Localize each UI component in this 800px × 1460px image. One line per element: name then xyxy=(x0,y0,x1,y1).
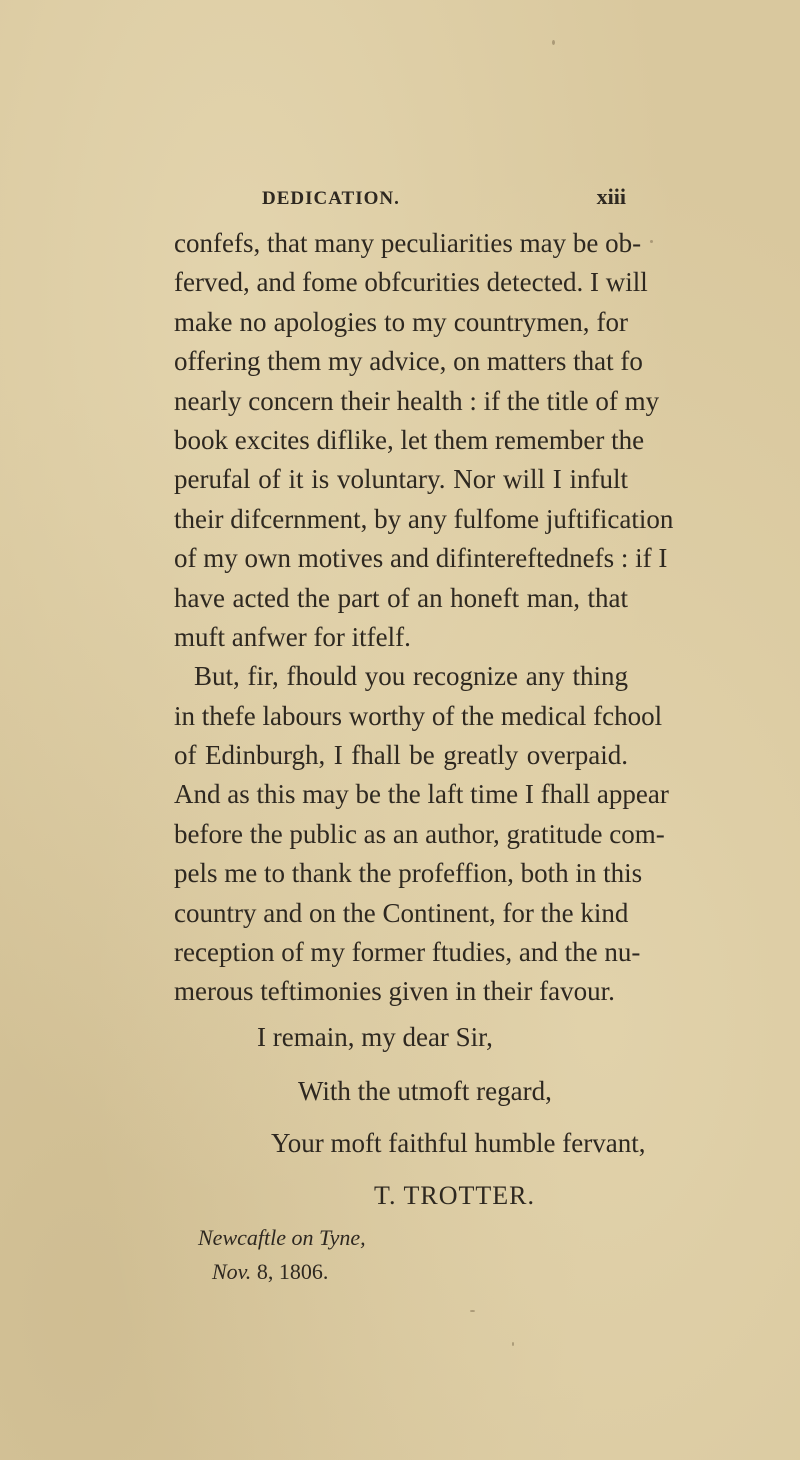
text-line: have acted the part of an honeft man, that xyxy=(174,582,628,613)
text-line: ferved, and fome obfcurities detected. I will xyxy=(174,267,648,298)
text-line: offering them my advice, on matters that fo xyxy=(174,346,643,377)
text-line: of Edinburgh, I fhall be greatly overpaid. xyxy=(174,740,628,771)
page-header xyxy=(262,184,626,218)
text-line: their difcernment, by any fulfome juftification xyxy=(174,503,674,534)
paper-speck xyxy=(512,1342,514,1346)
text-line: in thefe labours worthy of the medical fchool xyxy=(174,700,663,731)
body-text xyxy=(174,224,674,1012)
text-line: But, fir, fhould you recognize any thing xyxy=(194,661,628,692)
text-line: muft anfwer for itfelf. xyxy=(174,621,411,652)
text-line: nearly concern their health : if the title of my xyxy=(174,385,660,416)
letter-date-month: Nov. xyxy=(212,1259,252,1284)
letter-date xyxy=(212,1259,328,1285)
text-line: merous teftimonies given in their favour. xyxy=(174,976,615,1007)
text-line: make no apologies to my countrymen, for xyxy=(174,306,628,337)
closing-servant: Your moft faithful humble fervant, xyxy=(271,1128,646,1158)
text-line: of my own motives and difintereftednefs : if I xyxy=(174,543,668,574)
letter-date-rest: 8, 1806. xyxy=(251,1259,329,1284)
closing-salutation: I remain, my dear Sir, xyxy=(257,1022,493,1052)
text-line: perufal of it is voluntary. Nor will I infult xyxy=(174,464,628,495)
text-line: reception of my former ftudies, and the nu- xyxy=(174,937,641,968)
signature: T. TROTTER. xyxy=(374,1181,535,1210)
text-line: country and on the Continent, for the kind xyxy=(174,897,629,928)
letter-place: Newcaftle on Tyne, xyxy=(198,1225,366,1250)
closing-regard: With the utmoft regard, xyxy=(298,1076,552,1106)
page-number: xiii xyxy=(596,184,626,209)
text-line: confefs, that many peculiarities may be ob- xyxy=(174,228,642,258)
paper-speck xyxy=(650,240,653,243)
text-line: book excites diflike, let them remember the xyxy=(174,424,645,455)
text-line: pels me to thank the profeffion, both in this xyxy=(174,858,643,889)
paper-speck xyxy=(552,40,555,45)
paper-speck xyxy=(470,1310,475,1312)
running-head: DEDICATION. xyxy=(262,188,400,209)
text-line: And as this may be the laft time I fhall appear xyxy=(174,779,669,810)
text-line: before the public as an author, gratitude com- xyxy=(174,818,665,849)
